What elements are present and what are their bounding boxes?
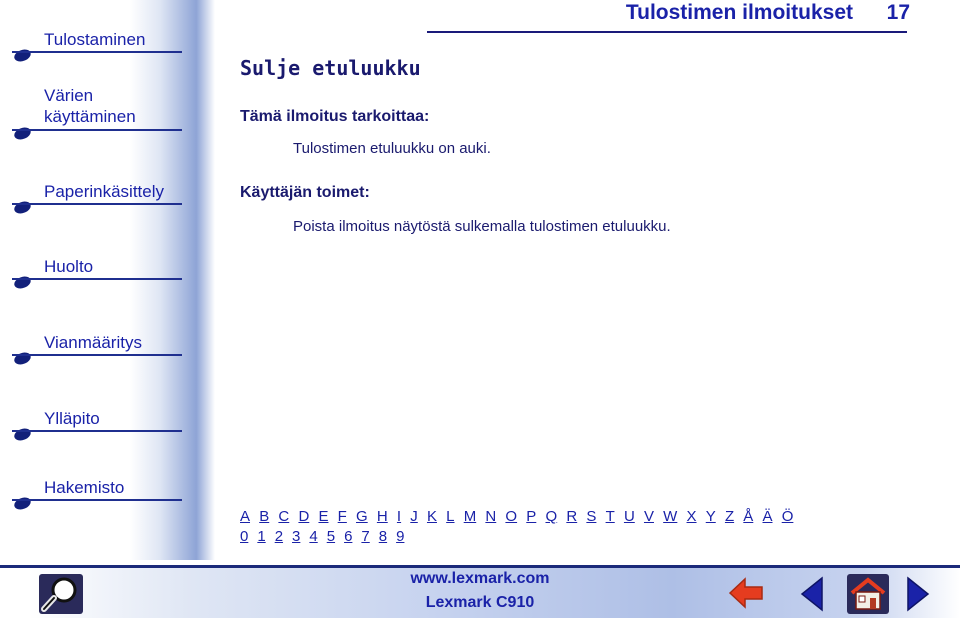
bullet-icon [13,495,33,511]
back-arrow-icon [728,576,764,610]
footer-rule [0,565,960,568]
header-rule [427,31,907,33]
index-link[interactable]: 9 [396,528,405,545]
index-link[interactable]: E [318,508,329,525]
sidebar-item-hakemisto[interactable] [0,465,182,501]
index-link[interactable]: Ö [781,508,794,525]
sidebar-item-label: Värien käyttäminen [44,86,136,126]
index-link[interactable]: M [463,508,477,525]
home-icon [846,573,890,615]
bullet-icon [13,47,33,63]
index-link[interactable]: K [426,508,437,525]
nav-underline [12,278,182,280]
index-link[interactable]: 7 [361,528,370,545]
back-button[interactable] [728,576,764,610]
nav-underline [12,51,182,53]
bullet-icon [13,350,33,366]
sidebar-item-tulostaminen[interactable] [0,17,182,53]
index-link[interactable]: 8 [378,528,388,545]
bullet-icon [13,125,33,141]
index-link[interactable]: 2 [274,528,284,545]
index-link[interactable]: T [605,508,615,525]
index-link[interactable]: A [240,508,251,525]
nav-underline [12,430,182,432]
website-link[interactable]: www.lexmark.com [410,570,550,587]
bullet-icon [13,274,33,290]
nav-underline [12,129,182,131]
index-link[interactable]: R [566,508,578,525]
sidebar-item-label: Paperinkäsittely [44,182,165,201]
prev-page-button[interactable] [800,576,824,612]
sidebar-nav [0,0,215,565]
sidebar-item-label: Tulostaminen [44,30,146,49]
action-heading: Käyttäjän toimet: [240,184,370,201]
magnifier-icon [38,573,84,615]
sidebar-item-yllapito[interactable] [0,396,182,432]
index-letters [240,508,803,525]
home-button[interactable] [846,573,890,615]
nav-underline [12,499,182,501]
bullet-icon [13,426,33,442]
meaning-heading: Tämä ilmoitus tarkoittaa: [240,108,430,125]
index-link[interactable]: D [298,508,310,525]
prev-page-icon [800,576,824,612]
index-link[interactable]: 3 [292,528,301,545]
index-link[interactable]: W [663,508,678,525]
index-link[interactable]: Å [743,508,754,525]
nav-underline [12,203,182,205]
meaning-text: Tulostimen etuluukku on auki. [293,140,491,157]
index-link[interactable]: J [410,508,418,525]
next-page-icon [906,576,930,612]
index-link[interactable]: G [356,508,368,525]
index-link[interactable]: 5 [326,528,336,545]
index-link[interactable]: X [686,508,697,525]
index-link[interactable]: C [278,508,290,525]
index-link[interactable]: 0 [240,528,249,545]
index-link[interactable]: V [643,508,654,525]
nav-underline [12,354,182,356]
index-link[interactable]: Ä [762,508,773,525]
action-text: Poista ilmoitus näytöstä sulkemalla tulostimen etuluukku. [293,218,671,235]
sidebar-item-label: Ylläpito [44,409,100,428]
bullet-icon [13,199,33,215]
index-link[interactable]: Y [705,508,716,525]
sidebar-item-huolto[interactable] [0,244,182,280]
sidebar-item-varien-kayttaminen[interactable] [0,86,182,131]
index-link[interactable]: U [623,508,635,525]
sidebar-item-label: Vianmääritys [44,333,142,352]
index-link[interactable]: F [337,508,347,525]
sidebar-item-vianmaaritys[interactable] [0,320,182,356]
index-link[interactable]: 1 [257,528,266,545]
index-link[interactable]: 4 [309,528,318,545]
next-page-button[interactable] [906,576,930,612]
sidebar-item-paperinkasittely[interactable] [0,169,182,205]
printer-model: Lexmark C910 [425,594,535,611]
index-link[interactable]: P [526,508,537,525]
index-link[interactable]: B [259,508,270,525]
index-link[interactable]: I [396,508,402,525]
index-link[interactable]: L [446,508,455,525]
sidebar-item-label: Hakemisto [44,478,125,497]
index-link[interactable]: S [586,508,597,525]
message-title: Sulje etuluukku [240,56,421,80]
sidebar-item-label: Huolto [44,257,94,276]
index-digits [240,528,413,545]
index-link[interactable]: N [485,508,497,525]
index-link[interactable]: H [376,508,388,525]
index-link[interactable]: Z [724,508,735,525]
index-link[interactable]: 6 [344,528,353,545]
index-link[interactable]: O [505,508,518,525]
section-title: Tulostimen ilmoitukset [625,1,853,24]
search-button[interactable] [38,573,84,615]
page-number: 17 [886,1,910,24]
index-link[interactable]: Q [545,508,558,525]
